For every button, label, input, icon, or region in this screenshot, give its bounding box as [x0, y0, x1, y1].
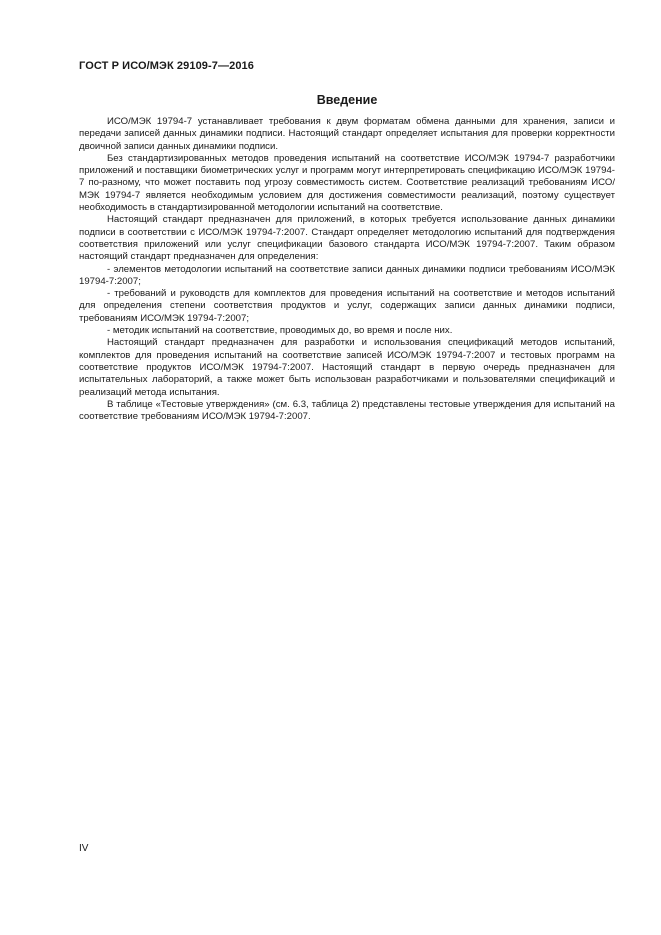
list-item: - элементов методологии испытаний на соответствие записи данных динамики подписи требованиям ИСО/МЭК 19794-7:2007; [79, 263, 615, 287]
paragraph-table-reference: В таблице «Тестовые утверждения» (см. 6.3, таблица 2) представлены тестовые утверждения для испытаний на соответствие требованиям ИСО/МЭК 19794-7:2007. [79, 398, 615, 423]
paragraph-intro: ИСО/МЭК 19794-7 устанавливает требования к двум форматам обмена данными для хранения, записи и передачи записей данных динамики подписи. Настоящий стандарт определяет испытания для проверки корректности двоичной записи данных динамики подписи. [79, 116, 615, 152]
paragraph-purpose: Настоящий стандарт предназначен для приложений, в которых требуется использование данных динамики подписи в соответствии с ИСО/МЭК 19794-7:2007. Стандарт определяет методологию испытаний для подтверждения соответствия приложений или услуг спецификации базового стандарта ИСО/МЭК 19794-7:2007. Таким образом настоящий стандарт предназначен для определения: [79, 214, 615, 263]
document-header: ГОСТ Р ИСО/МЭК 29109-7—2016 [79, 60, 254, 72]
list-item: - методик испытаний на соответствие, проводимых до, во время и после них. [107, 325, 453, 337]
list-item: - требований и руководств для комплектов для проведения испытаний на соответствие и методов испытаний для определения степени соответствия продуктов и услуг, содержащих записи данных динамики подписи, требованиям ИСО/МЭК 19794-7:2007; [79, 288, 615, 324]
paragraph-audience: Настоящий стандарт предназначен для разработки и использования спецификаций методов испытаний, комплектов для проведения испытаний на соответствие записей ИСО/МЭК 19794-7:2007 и тестовых программ на соответствие продуктов ИСО/МЭК 19794-7:2007. Настоящий стандарт в первую очередь предназначен для испытательных лабораторий, а также может быть использован разработчиками и пользователями спецификаций и реализаций метода испытания. [79, 337, 615, 398]
document-body [79, 116, 615, 423]
section-title: Введение [316, 93, 378, 107]
paragraph-compatibility: Без стандартизированных методов проведения испытаний на соответствие ИСО/МЭК 19794-7 разработчики приложений и поставщики биометрических услуг и программ могут интерпретировать спецификацию ИСО/МЭК 19794-7 по-разному, что может поставить под угрозу совместимость систем. Соответствие реализаций требованиям ИСО/МЭК 19794-7 является необходимым условием для достижения совместимости реализаций, поэтому существует необходимость в стандартизированной методологии испытаний на соответствие. [79, 152, 615, 214]
page-number: IV [79, 843, 89, 854]
